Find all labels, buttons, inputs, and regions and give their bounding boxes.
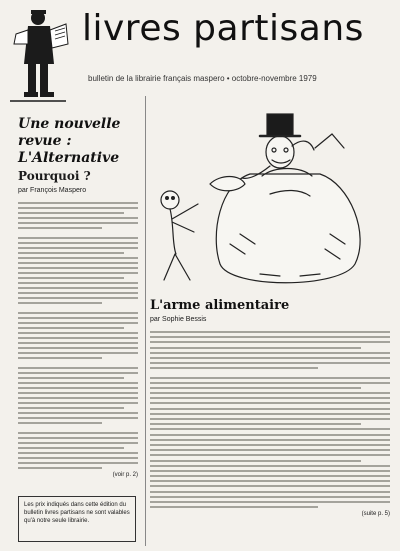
left-article-continuation: (voir p. 2) [112,472,138,478]
right-article-body [150,331,390,508]
left-article-title: Une nouvelle revue : L'Alternative [18,116,121,166]
newsboy-mascot-illustration [6,4,74,104]
right-article-continuation: (suite p. 5) [361,511,390,518]
masthead-subtitle: bulletin de la librairie français maspero • octobre-novembre 1979 [88,74,317,83]
right-article [150,298,390,517]
note-box [18,496,136,542]
left-article-byline: par François Maspero [18,187,87,194]
masthead-title: livres partisans [82,8,364,49]
right-article-byline: par Sophie Bessis [150,316,207,323]
cartoon-illustration [150,104,390,294]
right-article-title: L'arme alimentaire [150,298,290,313]
left-article [18,116,138,478]
column-divider [145,96,146,546]
left-article-subtitle: Pourquoi ? [18,169,91,183]
note-box-text: Les prix indiqués dans cette édition du bulletin livres partisans ne sont valables qu'à notre seule librairie. [24,502,130,524]
left-article-body [18,202,138,469]
